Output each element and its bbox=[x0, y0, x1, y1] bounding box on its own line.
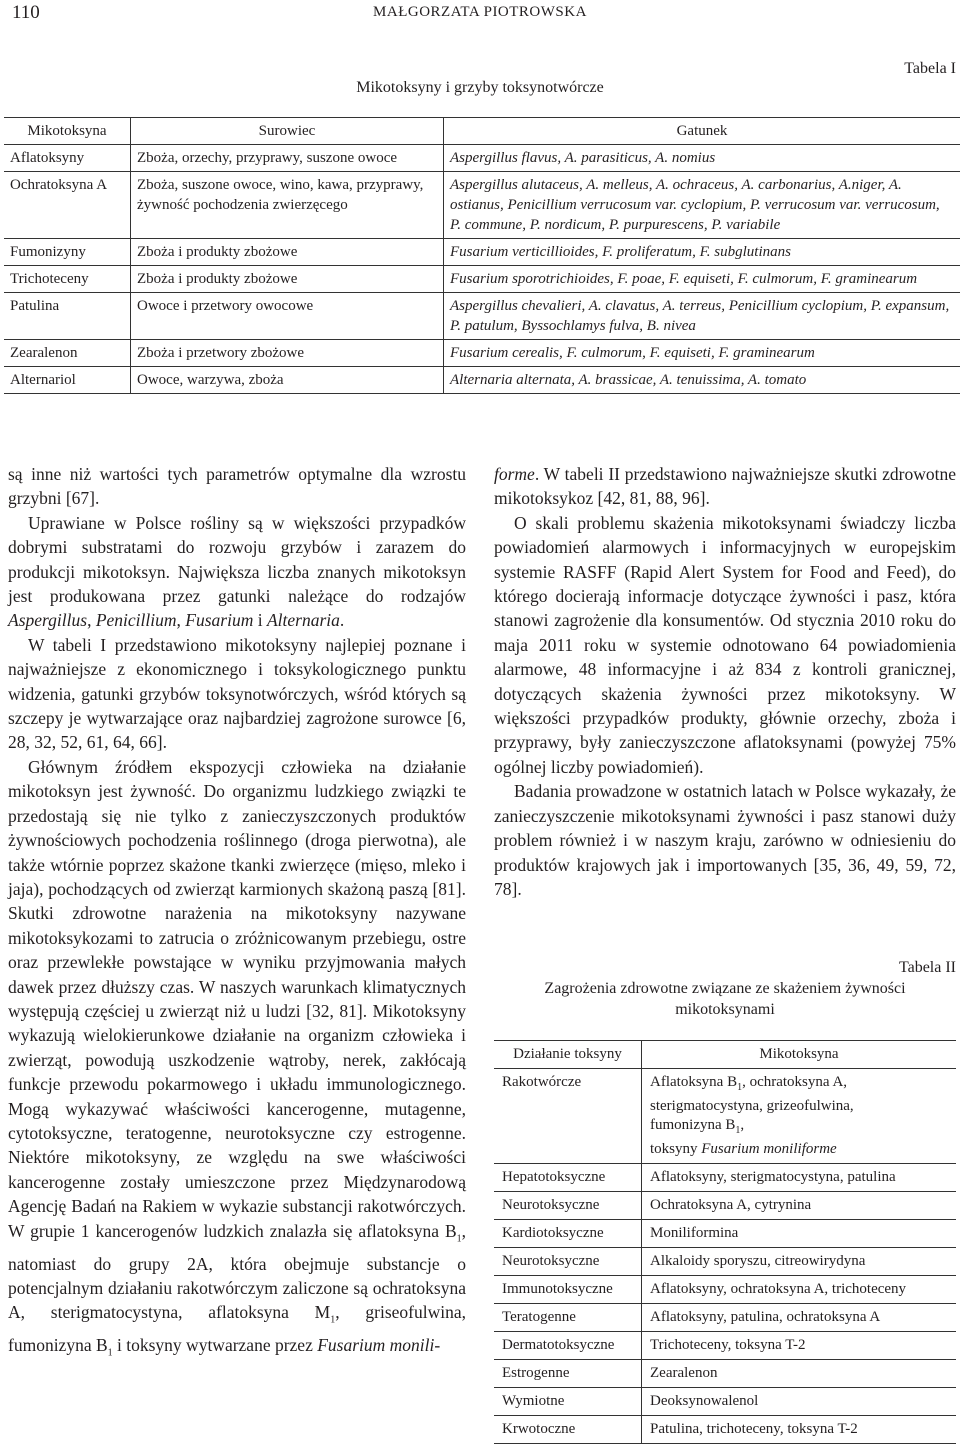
table2-cell-mycotoxin: Zearalenon bbox=[642, 1360, 957, 1388]
table2-cell-effect: Rakotwórcze bbox=[494, 1069, 642, 1164]
cell-text: Aflatoksyna B bbox=[650, 1074, 738, 1090]
table2-health-effects bbox=[494, 1040, 956, 1444]
table-row bbox=[494, 1304, 956, 1332]
running-header-author: MAŁGORZATA PIOTROWSKA bbox=[373, 4, 587, 20]
table1-cell-mycotoxin: Fumonizyny bbox=[4, 239, 131, 266]
table1-cell-mycotoxin: Alternariol bbox=[4, 367, 131, 394]
table1-cell-species: Aspergillus alutaceus, A. melleus, A. ochraceus, A. carbonarius, A.niger, A. ostianus, Penicillium verrucosum var. cyclopium, P. verrucosum var. verrucosum, P. commune, P. nordicum, P. purpurescens, P. variabile bbox=[444, 172, 960, 239]
table-row bbox=[494, 1388, 956, 1416]
table1-cell-mycotoxin: Patulina bbox=[4, 293, 131, 340]
table1-cell-raw-material: Zboża i przetwory zbożowe bbox=[131, 340, 444, 367]
table-row bbox=[4, 367, 960, 394]
separator: i bbox=[253, 610, 267, 631]
separator: . bbox=[339, 610, 345, 631]
cell-text: , bbox=[740, 1117, 745, 1133]
genus-name: Aspergillus bbox=[8, 610, 88, 631]
table1-header-species: Gatunek bbox=[444, 118, 960, 145]
table1-caption: Mikotoksyny i grzyby toksynotwórcze bbox=[356, 79, 604, 96]
table1-cell-raw-material: Owoce, warzywa, zboża bbox=[131, 367, 444, 394]
table1-mycotoxins bbox=[4, 117, 960, 394]
paragraph: O skali problemu skażenia mikotoksynami świadczy liczba powiadomień alarmowych i informacyjnych w europejskim systemie RASFF (Rapid Alert System for Food and Feed), do którego docierają informacje dotyczące żywności i pasz, która stanowi zagrożenie dla konsumentów. Od stycznia 2010 roku do maja 2011 roku w systemie odnotowano 64 powiadomienia alarmowe, 48 informacyjne i aż 834 z kontroli granicznej, dotyczących skażenia żywności przez mikotoksyny. W większości przypadków produkty, głównie orzechy, zboża i przyprawy, były zanieczyszczone aflatoksynami (powyżej 75% ogólnej liczby powiadomień). bbox=[494, 512, 956, 777]
table1-cell-raw-material: Zboża, orzechy, przyprawy, suszone owoce bbox=[131, 145, 444, 172]
table2-header-mycotoxin: Mikotoksyna bbox=[642, 1041, 957, 1069]
table2-cell-mycotoxin: Alkaloidy sporyszu, citreowirydyna bbox=[642, 1248, 957, 1276]
table2-header-effect: Działanie toksyny bbox=[494, 1041, 642, 1069]
cell-line bbox=[650, 1116, 948, 1140]
cell-text: , ochratoksyna A, bbox=[742, 1074, 848, 1090]
table1-cell-species: Fusarium sporotrichioides, F. poae, F. equiseti, F. culmorum, F. graminearum bbox=[444, 266, 960, 293]
table1-cell-species: Fusarium cerealis, F. culmorum, F. equiseti, F. graminearum bbox=[444, 340, 960, 367]
paragraph-text: . W tabeli II przedstawiono najważniejsze skutki zdrowotne mikotoksykoz [42, 81, 88, 96]. bbox=[494, 464, 956, 509]
table-row bbox=[494, 1416, 956, 1444]
subscript: 1 bbox=[107, 1347, 113, 1359]
table-row bbox=[4, 172, 960, 239]
genus-name: Penicillium bbox=[95, 610, 177, 631]
cell-line bbox=[650, 1140, 948, 1159]
table2-cell-mycotoxin: Ochratoksyna A, cytrynina bbox=[642, 1192, 957, 1220]
paragraph: W tabeli I przedstawiono mikotoksyny najlepiej poznane i najważniejsze z ekonomicznego i toksykologicznego punktu widzenia, gatunki grzybów toksynotwórczych, wśród których są szczepy je wytwarzające oraz najbardziej zagrożone surowce [6, 28, 32, 52, 61, 64, 66]. bbox=[8, 634, 466, 753]
table-row bbox=[494, 1360, 956, 1388]
table-row bbox=[494, 1069, 956, 1164]
table2-cell-mycotoxin bbox=[642, 1069, 957, 1164]
table1-cell-raw-material: Zboża i produkty zbożowe bbox=[131, 239, 444, 266]
table1-cell-mycotoxin: Aflatoksyny bbox=[4, 145, 131, 172]
table-row bbox=[494, 1276, 956, 1304]
paragraph-text: , natomiast do grupy 2A, która obejmuje substancje o potencjalnym działaniu rakotwórczym zaliczone są ochratoksyna A, sterigmatocystyna, aflatoksyna M bbox=[8, 1220, 466, 1323]
table2-cell-mycotoxin: Patulina, trichoteceny, toksyna T-2 bbox=[642, 1416, 957, 1444]
table-row bbox=[494, 1164, 956, 1192]
table2-header-row bbox=[494, 1041, 956, 1069]
table1-cell-mycotoxin: Trichoteceny bbox=[4, 266, 131, 293]
cell-line: sterigmatocystyna, grizeofulwina, bbox=[650, 1098, 854, 1114]
table1-cell-mycotoxin: Zearalenon bbox=[4, 340, 131, 367]
table2-cell-mycotoxin: Deoksynowalenol bbox=[642, 1388, 957, 1416]
table-row bbox=[494, 1220, 956, 1248]
genus-name: Alternaria bbox=[266, 610, 340, 631]
table1-cell-mycotoxin: Ochratoksyna A bbox=[4, 172, 131, 239]
table1-header-raw-material: Surowiec bbox=[131, 118, 444, 145]
table2-cell-mycotoxin: Aflatoksyny, patulina, ochratoksyna A bbox=[642, 1304, 957, 1332]
table1-cell-raw-material: Zboża, suszone owoce, wino, kawa, przyprawy, żywność pochodzenia zwierzęcego bbox=[131, 172, 444, 239]
table2-cell-effect: Teratogenne bbox=[494, 1304, 642, 1332]
separator: , bbox=[176, 610, 186, 631]
table2-cell-effect: Hepatotoksyczne bbox=[494, 1164, 642, 1192]
table-row bbox=[4, 145, 960, 172]
table2-cell-effect: Krwotoczne bbox=[494, 1416, 642, 1444]
table-row bbox=[4, 293, 960, 340]
subscript: 1 bbox=[456, 1233, 462, 1245]
page-number: 110 bbox=[12, 2, 40, 23]
table-row bbox=[4, 340, 960, 367]
table2-cell-mycotoxin: Trichoteceny, toksyna T-2 bbox=[642, 1332, 957, 1360]
table1-cell-species: Alternaria alternata, A. brassicae, A. tenuissima, A. tomato bbox=[444, 367, 960, 394]
table1-cell-species: Aspergillus chevalieri, A. clavatus, A. terreus, Penicillium cyclopium, P. expansum, P. patulum, Byssochlamys fulva, B. nivea bbox=[444, 293, 960, 340]
cell-text: fumonizyna B bbox=[650, 1117, 736, 1133]
table1-cell-species: Fusarium verticillioides, F. proliferatum, F. subglutinans bbox=[444, 239, 960, 266]
table1-cell-raw-material: Owoce i przetwory owocowe bbox=[131, 293, 444, 340]
table2-cell-mycotoxin: Aflatoksyny, sterigmatocystyna, patulina bbox=[642, 1164, 957, 1192]
table2-cell-effect: Estrogenne bbox=[494, 1360, 642, 1388]
genus-name: Fusarium bbox=[185, 610, 254, 631]
paragraph-text: Głównym źródłem ekspozycji człowieka na działanie mikotoksyn jest żywność. Do organizmu ludzkiego związki te przedostają się nie tylko z zanieczyszczonych produktów żywnościowych pochodzenia roślinnego (droga pierwotna), ale także wtórnie poprzez skażone tkanki zwierzęce (mięso, mleko i jaja), pochodzących od zwierząt karmionych skażoną paszą [81]. Skutki zdrowotne narażenia na mikotoksyny nazywane mikotoksykozami to zatrucia o zróżnicowanym przebiegu, ostre oraz przewlekłe powstające w wyniku przyjmowania małych dawek przez dłuższy czas. W naszych warunkach klimatycznych występują częściej u zwierząt niż u ludzi [32, 81]. Mikotoksyny wykazują wielokierunkowe działanie na organizm człowieka i zwierząt, powodują uszkodzenie wątroby, nerek, zakłócają funkcje przewodu pokarmowego i układu immunologicznego. Mogą wykazywać właściwości kancerogenne, mutagenne, cytotoksyczne, teratogenne, neurotoksyczne czy estrogenne. Niektóre mikotoksyny, ze względu na swe właściwości kancerogenne zostały umieszczone przez Międzynarodową Agencję Badań na Rakiem w wykazie substancji rakotwórczych. W grupie 1 kancerogenów ludzkich znalazła się aflatoksyna B bbox=[8, 756, 466, 1241]
subscript: 1 bbox=[735, 1125, 741, 1136]
table2-cell-effect: Dermatotoksyczne bbox=[494, 1332, 642, 1360]
table2-cell-effect: Wymiotne bbox=[494, 1388, 642, 1416]
table2-cell-effect: Immunotoksyczne bbox=[494, 1276, 642, 1304]
cell-line bbox=[650, 1073, 948, 1097]
paragraph: są inne niż wartości tych parametrów optymalne dla wzrostu grzybni [67]. bbox=[8, 464, 466, 509]
separator: , bbox=[87, 610, 96, 631]
table1-cell-raw-material: Zboża i produkty zbożowe bbox=[131, 266, 444, 293]
paragraph-text: Uprawiane w Polsce rośliny są w większości przypadków dobrymi substratami do rozwoju grzybów i zarazem do produkcji mikotoksyn. Największa liczba znanych mikotoksyn jest produkowana przez gatunki należące do rodzajów bbox=[8, 512, 466, 607]
table2-caption-line: Zagrożenia zdrowotne związane ze skażeniem żywności bbox=[544, 980, 906, 997]
table2-cell-effect: Neurotoksyczne bbox=[494, 1248, 642, 1276]
table1-label: Tabela I bbox=[904, 60, 956, 77]
table1-cell-species: Aspergillus flavus, A. parasiticus, A. nomius bbox=[444, 145, 960, 172]
table2-cell-mycotoxin: Aflatoksyny, ochratoksyna A, trichoteceny bbox=[642, 1276, 957, 1304]
table-row bbox=[4, 266, 960, 293]
table2-caption-line: mikotoksynami bbox=[675, 1001, 775, 1018]
table2-caption bbox=[494, 978, 956, 1020]
species-name: Fusarium moniliforme bbox=[701, 1141, 837, 1157]
subscript: 1 bbox=[737, 1082, 743, 1093]
species-name: forme bbox=[494, 464, 535, 484]
table2-cell-mycotoxin: Moniliformina bbox=[642, 1220, 957, 1248]
body-text-left-column bbox=[8, 462, 466, 1366]
table-row bbox=[494, 1248, 956, 1276]
table1-header-mycotoxin: Mikotoksyna bbox=[4, 118, 131, 145]
paragraph-text: , griseofulwina, fumonizyna B bbox=[8, 1302, 466, 1356]
paragraph bbox=[8, 755, 466, 1366]
table2-cell-effect: Kardiotoksyczne bbox=[494, 1220, 642, 1248]
body-text-right-column bbox=[494, 462, 956, 901]
table-row bbox=[494, 1192, 956, 1220]
paragraph bbox=[8, 511, 466, 633]
subscript: 1 bbox=[330, 1314, 336, 1326]
paragraph bbox=[494, 462, 956, 511]
species-name: Fusarium monili- bbox=[317, 1335, 441, 1356]
table2-label: Tabela II bbox=[898, 959, 956, 976]
paragraph-text: i toksyny wytwarzane przez bbox=[112, 1335, 318, 1356]
table-row bbox=[494, 1332, 956, 1360]
cell-text: toksyny bbox=[650, 1141, 702, 1157]
table-row bbox=[4, 239, 960, 266]
paragraph: Badania prowadzone w ostatnich latach w Polsce wykazały, że zanieczyszczenie mikotoksynami żywności i pasz stanowi duży problem również i w naszym kraju, zarówno w odniesieniu do produktów krajowych jak i importowanych [35, 36, 49, 59, 72, 78]. bbox=[494, 781, 956, 899]
table2-cell-effect: Neurotoksyczne bbox=[494, 1192, 642, 1220]
table1-header-row bbox=[4, 118, 960, 145]
